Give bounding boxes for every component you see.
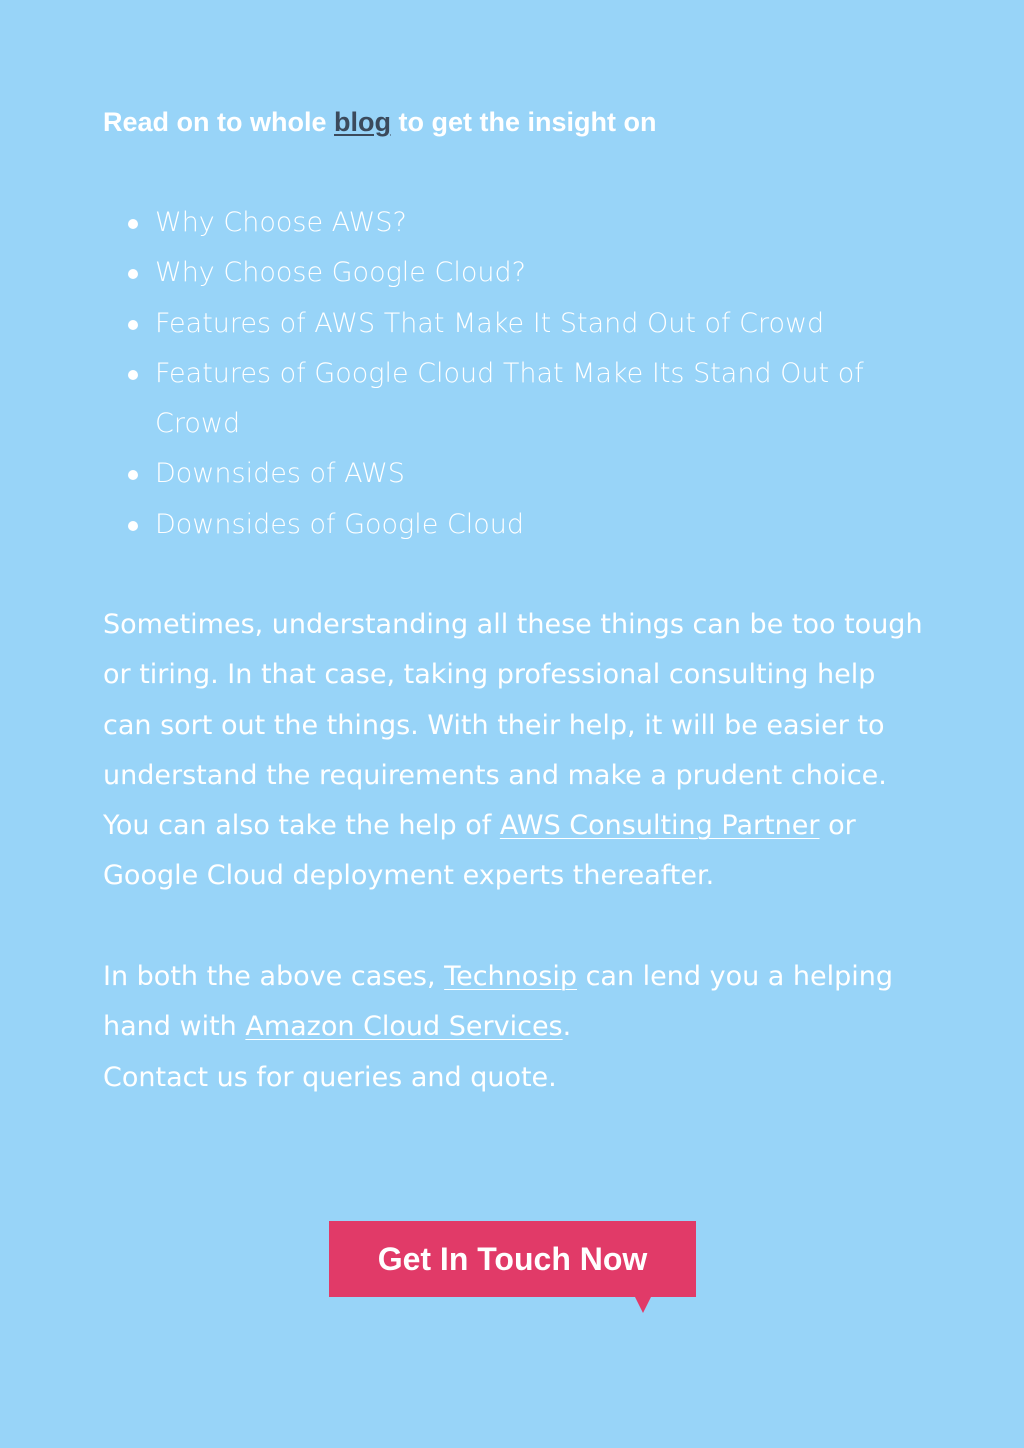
technosip-paragraph [103,952,923,1103]
blog-link[interactable]: blog [334,107,391,137]
cta-container [329,1221,696,1297]
aws-consulting-partner-link[interactable]: AWS Consulting Partner [499,810,820,842]
consulting-paragraph [103,600,923,902]
list-item: Why Choose Google Cloud? [103,248,903,298]
list-item: Features of AWS That Make It Stand Out of Crowd [103,299,903,349]
para2-end: . [562,1011,572,1043]
list-item: Why Choose AWS? [103,198,903,248]
amazon-cloud-services-link[interactable]: Amazon Cloud Services [245,1011,563,1043]
topics-list [103,198,903,550]
intro-before: Read on to whole [103,107,335,137]
list-item: Features of Google Cloud That Make Its Stand Out of Crowd [103,349,903,450]
technosip-link[interactable]: Technosip [444,961,577,992]
get-in-touch-button[interactable]: Get In Touch Now [329,1221,696,1297]
contact-text: Contact us for queries and quote. [103,1061,557,1093]
para1-after: or Google Cloud deployment experts thereafter. [103,810,856,892]
list-item: Downsides of Google Cloud [103,500,903,550]
para2-middle: can lend you a helping hand with [103,961,894,1043]
speech-tail-icon [635,1297,651,1313]
list-item: Downsides of AWS [103,449,903,499]
intro-after: to get the insight on [391,107,657,137]
intro-text [103,104,656,140]
para2-before: In both the above cases, [103,961,445,992]
para1-text: Sometimes, understanding all these things can be too tough or tiring. In that case, taking professional consulting help can sort out the things. With their help, it will be easier to understand the requirements and make a prudent choice. You can also take the help of [103,609,923,842]
